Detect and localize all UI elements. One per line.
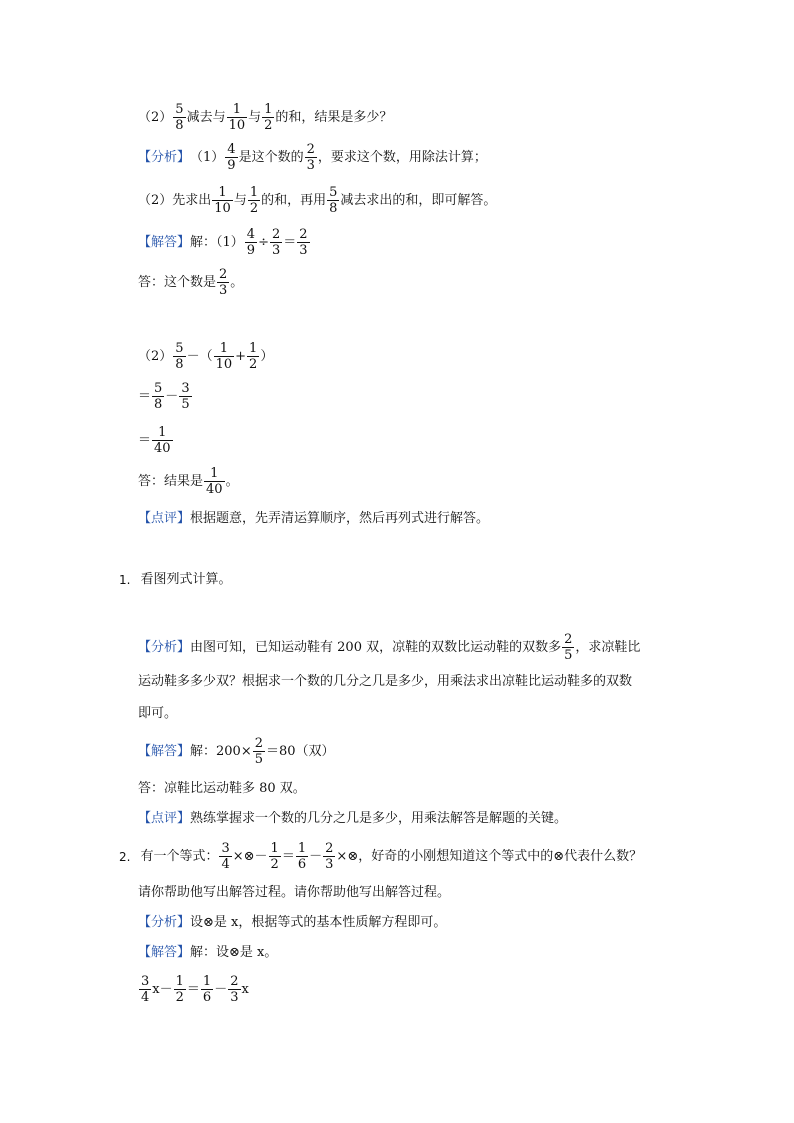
fraction: $\frac{1}{2}$ — [264, 102, 273, 133]
q1-answer-line: 答：凉鞋比运动鞋多 80 双。 — [138, 781, 306, 796]
q1-comment-line: 【点评】 熟练掌握求一个数的几分之几是多少，用乘法解答是解题的关键。 — [138, 811, 568, 826]
fraction: $\frac{2}{3}$ — [230, 974, 239, 1005]
q1-analysis-line-3: 即可。 — [138, 706, 178, 721]
fraction: $\frac{1}{6}$ — [202, 974, 212, 1005]
fraction: $\frac{1}{2}$ — [175, 974, 184, 1005]
question-number: 1. — [119, 572, 131, 587]
comment-tag: 【点评】 — [138, 811, 191, 826]
fraction: $\frac{2}{3}$ — [306, 142, 315, 173]
fraction: $\frac{4}{9}$ — [227, 142, 236, 173]
fraction: $\frac{1}{40}$ — [154, 425, 171, 456]
fraction: $\frac{1}{2}$ — [270, 841, 279, 872]
calc-line-3: ＝ $\frac{1}{40}$ — [138, 425, 171, 456]
q1-analysis-line-2: 运动鞋多多少双？根据求一个数的几分之几是多少，用乘法求出凉鞋比运动鞋多的双数 — [138, 674, 633, 689]
fraction: $\frac{5}{8}$ — [329, 185, 338, 216]
question-number: （2） — [138, 110, 173, 125]
solution-tag: 【解答】 — [138, 744, 191, 759]
calc-line-1: （2） $\frac{5}{8}$ － （ $\frac{1}{10}$ + $\frac{1}{2}$ ） — [138, 341, 274, 372]
fraction: $\frac{2}{3}$ — [299, 227, 308, 258]
fraction: $\frac{3}{4}$ — [141, 974, 150, 1005]
fraction: $\frac{1}{10}$ — [214, 185, 231, 216]
fraction: $\frac{1}{2}$ — [249, 185, 259, 216]
fraction: $\frac{3}{5}$ — [181, 381, 190, 412]
solution-tag: 【解答】 — [138, 945, 191, 960]
fraction: $\frac{4}{9}$ — [246, 227, 256, 258]
fraction: $\frac{2}{5}$ — [254, 736, 264, 767]
fraction: $\frac{2}{3}$ — [325, 841, 334, 872]
analysis-tag: 【分析】 — [138, 150, 191, 165]
analysis-line-2: （2）先求出 $\frac{1}{10}$ 与 $\frac{1}{2}$ 的和，再用 $\frac{5}{8}$ 减去求出的和，即可解答。 — [138, 185, 497, 216]
fraction: $\frac{2}{5}$ — [564, 632, 573, 663]
analysis-tag: 【分析】 — [138, 915, 191, 930]
q1-solution-line: 【解答】 解：200× $\frac{2}{5}$ ＝80（双） — [138, 736, 335, 767]
answer-line-1: 答：这个数是 $\frac{2}{3}$ 。 — [138, 267, 244, 298]
question-1-title: 1. 看图列式计算。 — [119, 572, 232, 587]
fraction: $\frac{3}{4}$ — [221, 841, 230, 872]
solution-line-1: 【解答】 解：（1） $\frac{4}{9}$ ÷ $\frac{2}{3}$ ＝ $\frac{2}{3}$ — [138, 227, 308, 258]
question-2-line: （2） $\frac{5}{8}$ 减去与 $\frac{1}{10}$ 与 $\frac{1}{2}$ 的和，结果是多少？ — [138, 102, 393, 133]
fraction: $\frac{2}{3}$ — [271, 227, 281, 258]
question-number: 2. — [119, 849, 131, 864]
fraction: $\frac{1}{6}$ — [297, 841, 307, 872]
q2-analysis-line: 【分析】 设⊗是 x，根据等式的基本性质解方程即可。 — [138, 915, 447, 930]
q2-line-2: 请你帮助他写出解答过程。请你帮助他写出解答过程。 — [138, 885, 451, 900]
fraction: $\frac{1}{10}$ — [215, 341, 233, 372]
fraction: $\frac{2}{3}$ — [219, 267, 228, 298]
calc-line-2: ＝ $\frac{5}{8}$ － $\frac{3}{5}$ — [138, 381, 190, 412]
fraction: $\frac{5}{8}$ — [175, 102, 184, 133]
fraction: $\frac{1}{2}$ — [249, 341, 258, 372]
q2-equation-line: $\frac{3}{4}$ x－ $\frac{1}{2}$ ＝ $\frac{1}{6}$ － $\frac{2}{3}$ x — [141, 974, 249, 1005]
fraction: $\frac{1}{40}$ — [206, 466, 223, 497]
q1-analysis-line-1: 【分析】 由图可知，已知运动鞋有 200 双，凉鞋的双数比运动鞋的双数多 $\frac{2}{5}$ ，求凉鞋比 — [138, 632, 641, 663]
answer-line-2: 答：结果是 $\frac{1}{40}$ 。 — [138, 466, 239, 497]
fraction: $\frac{1}{10}$ — [228, 102, 246, 133]
fraction: $\frac{5}{8}$ — [175, 341, 184, 372]
fraction: $\frac{5}{8}$ — [154, 381, 163, 412]
comment-line: 【点评】 根据题意，先弄清运算顺序，然后再列式进行解答。 — [138, 511, 490, 526]
solution-tag: 【解答】 — [138, 235, 191, 250]
q2-solution-line: 【解答】 解：设⊗是 x。 — [138, 945, 278, 960]
analysis-line-1: 【分析】 （1） $\frac{4}{9}$ 是这个数的 $\frac{2}{3}$ ，要求这个数，用除法计算； — [138, 142, 487, 173]
comment-tag: 【点评】 — [138, 511, 191, 526]
analysis-tag: 【分析】 — [138, 640, 191, 655]
question-2-title: 2. 有一个等式： $\frac{3}{4}$ ×⊗－ $\frac{1}{2}$ ＝ $\frac{1}{6}$ － $\frac{2}{3}$ ×⊗，好奇的小刚想知道这个等式中的⊗代表什么数？ — [119, 841, 643, 872]
